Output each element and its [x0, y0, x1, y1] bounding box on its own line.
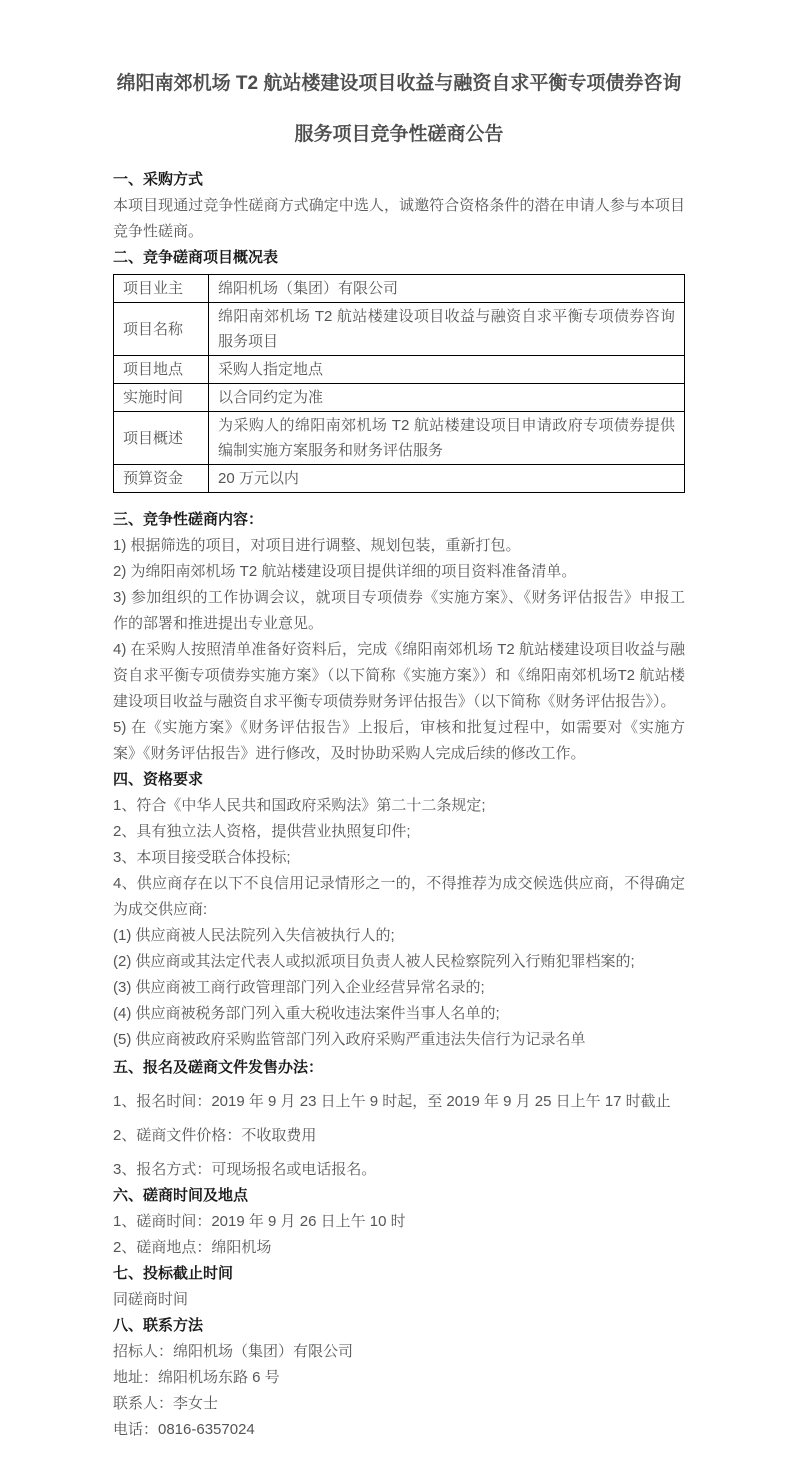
- section-bid-deadline: [113, 1261, 685, 1313]
- list-item: 5) 在《实施方案》《财务评估报告》上报后，审核和批复过程中，如需要对《实施方案》《财务评估报告》进行修改，及时协助采购人完成后续的修改工作。: [113, 719, 685, 762]
- table-cell-label: 项目名称: [114, 303, 209, 356]
- list-item: 2、磋商文件价格：不收取费用: [113, 1127, 317, 1144]
- list-item: 3、本项目接受联合体投标;: [113, 849, 291, 866]
- table-cell-label: 项目地点: [114, 356, 209, 384]
- section-6-heading: 六、磋商时间及地点: [113, 1187, 249, 1204]
- section-registration-method: [113, 1055, 685, 1183]
- section-1-body: 本项目现通过竞争性磋商方式确定中选人，诚邀符合资格条件的潜在申请人参与本项目竞争性磋商。: [113, 197, 685, 240]
- list-item: 1、报名时间：2019 年 9 月 23 日上午 9 时起，至 2019 年 9 月 25 日上午 17 时截止: [113, 1093, 671, 1110]
- list-item: (3) 供应商被工商行政管理部门列入企业经营异常名录的;: [113, 979, 485, 996]
- list-item: 3、报名方式：可现场报名或电话报名。: [113, 1161, 377, 1178]
- list-item: 1、磋商时间：2019 年 9 月 26 日上午 10 时: [113, 1213, 406, 1230]
- section-qualification-requirements: [113, 767, 685, 1053]
- list-item: 1、符合《中华人民共和国政府采购法》第二十二条规定;: [113, 797, 486, 814]
- section-3-heading: 三、竞争性磋商内容：: [113, 511, 264, 528]
- contact-person: 联系人：李女士: [113, 1395, 219, 1412]
- table-row: [114, 465, 685, 493]
- section-contact-info: [113, 1313, 685, 1443]
- page-title-line-2: 服务项目竞争性磋商公告: [294, 124, 504, 145]
- list-item: (2) 供应商或其法定代表人或拟派项目负责人被人民检察院列入行贿犯罪档案的;: [113, 953, 635, 970]
- table-row: [114, 412, 685, 465]
- section-7-heading: 七、投标截止时间: [113, 1265, 234, 1282]
- table-cell-label: 项目概述: [114, 412, 209, 465]
- list-item: 1) 根据筛选的项目，对项目进行调整、规划包装，重新打包。: [113, 537, 521, 554]
- table-row: [114, 384, 685, 412]
- table-cell-label: 预算资金: [114, 465, 209, 493]
- section-1-heading: 一、采购方式: [113, 171, 204, 188]
- table-cell-value: 绵阳机场（集团）有限公司: [209, 275, 685, 303]
- list-item: 4) 在采购人按照清单准备好资料后，完成《绵阳南郊机场 T2 航站楼建设项目收益与融资自求平衡专项债券实施方案》（以下简称《实施方案》）和《绵阳南郊机场T2 航站楼建设项目收益与融资自求平衡专项债券财务评估报告》（以下简称《财务评估报告》）。: [113, 641, 685, 710]
- list-item: (5) 供应商被政府采购监管部门列入政府采购严重违法失信行为记录名单: [113, 1031, 586, 1048]
- section-project-overview: [113, 245, 685, 493]
- table-row: [114, 356, 685, 384]
- table-cell-value: 为采购人的绵阳南郊机场 T2 航站楼建设项目申请政府专项债券提供编制实施方案服务和财务评估服务: [209, 412, 685, 465]
- list-item: 2) 为绵阳南郊机场 T2 航站楼建设项目提供详细的项目资料准备清单。: [113, 563, 577, 580]
- section-2-heading: 二、竞争磋商项目概况表: [113, 249, 279, 266]
- table-cell-value: 绵阳南郊机场 T2 航站楼建设项目收益与融资自求平衡专项债券咨询服务项目: [209, 303, 685, 356]
- section-negotiation-time-place: [113, 1183, 685, 1261]
- table-cell-value: 以合同约定为准: [209, 384, 685, 412]
- contact-tenderer: 招标人：绵阳机场（集团）有限公司: [113, 1343, 354, 1360]
- budget-value: 20 万元以内: [209, 465, 685, 493]
- list-item: (1) 供应商被人民法院列入失信被执行人的;: [113, 927, 395, 944]
- list-item: (4) 供应商被税务部门列入重大税收违法案件当事人名单的;: [113, 1005, 500, 1022]
- contact-address: 地址：绵阳机场东路 6 号: [113, 1369, 280, 1386]
- page-title-line-1: 绵阳南郊机场 T2 航站楼建设项目收益与融资自求平衡专项债券咨询: [116, 73, 682, 94]
- section-5-heading: 五、报名及磋商文件发售办法：: [113, 1059, 324, 1076]
- contact-phone: 电话：0816-6357024: [113, 1421, 255, 1438]
- table-cell-value: 采购人指定地点: [209, 356, 685, 384]
- section-7-body: 同磋商时间: [113, 1291, 189, 1308]
- section-negotiation-content: [113, 507, 685, 767]
- table-cell-label: 实施时间: [114, 384, 209, 412]
- list-item: 2、磋商地点：绵阳机场: [113, 1239, 272, 1256]
- table-row: [114, 303, 685, 356]
- section-4-heading: 四、资格要求: [113, 771, 204, 788]
- section-purchase-method: [113, 167, 685, 245]
- table-row: [114, 275, 685, 303]
- table-cell-label: 项目业主: [114, 275, 209, 303]
- section-8-heading: 八、联系方法: [113, 1317, 204, 1334]
- list-item: 2、具有独立法人资格，提供营业执照复印件;: [113, 823, 411, 840]
- list-item: 4、供应商存在以下不良信用记录情形之一的，不得推荐为成交候选供应商，不得确定为成交供应商:: [113, 875, 685, 918]
- list-item: 3) 参加组织的工作协调会议，就项目专项债券《实施方案》、《财务评估报告》申报工作的部署和推进提出专业意见。: [113, 589, 685, 632]
- overview-table: [113, 274, 685, 493]
